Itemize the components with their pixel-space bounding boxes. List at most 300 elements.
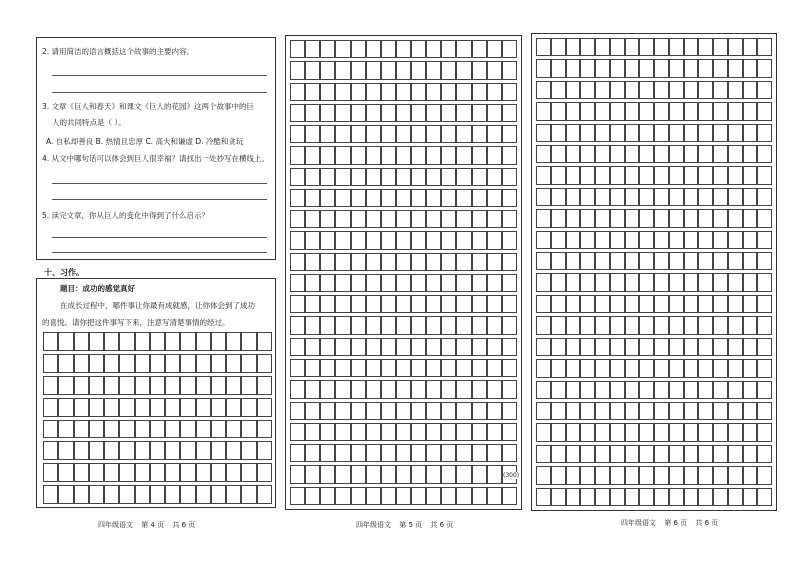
grid-cell[interactable] [441, 423, 456, 441]
grid-cell[interactable] [335, 210, 350, 228]
grid-cell[interactable] [396, 402, 411, 420]
grid-cell[interactable] [411, 253, 426, 271]
grid-cell[interactable] [456, 295, 471, 313]
grid-cell[interactable] [669, 124, 684, 142]
grid-cell[interactable] [536, 145, 551, 163]
grid-cell[interactable] [595, 166, 610, 184]
grid-cell[interactable] [241, 398, 256, 417]
grid-cell[interactable] [396, 104, 411, 122]
grid-cell[interactable] [441, 231, 456, 249]
grid-cell[interactable] [639, 466, 654, 484]
grid-cell[interactable] [595, 81, 610, 99]
grid-cell[interactable] [698, 188, 713, 206]
grid-cell[interactable] [625, 209, 640, 227]
grid-cell[interactable] [89, 376, 104, 395]
grid-cell[interactable] [426, 338, 441, 356]
grid-cell[interactable] [757, 188, 772, 206]
grid-cell[interactable] [411, 231, 426, 249]
grid-cell[interactable] [743, 188, 758, 206]
grid-cell[interactable] [456, 61, 471, 79]
grid-cell[interactable] [595, 381, 610, 399]
grid-cell[interactable] [713, 59, 728, 77]
grid-cell[interactable] [536, 423, 551, 441]
grid-cell[interactable] [351, 189, 366, 207]
grid-cell[interactable] [566, 59, 581, 77]
grid-cell[interactable] [335, 487, 350, 505]
grid-cell[interactable] [472, 423, 487, 441]
grid-cell[interactable] [757, 124, 772, 142]
grid-cell[interactable] [595, 295, 610, 313]
grid-cell[interactable] [757, 359, 772, 377]
grid-cell[interactable] [743, 124, 758, 142]
grid-cell[interactable] [335, 402, 350, 420]
grid-cell[interactable] [335, 465, 350, 483]
grid-cell[interactable] [698, 423, 713, 441]
grid-cell[interactable] [728, 166, 743, 184]
grid-cell[interactable] [684, 338, 699, 356]
grid-cell[interactable] [104, 354, 119, 373]
grid-cell[interactable] [257, 332, 272, 351]
grid-cell[interactable] [684, 59, 699, 77]
grid-cell[interactable] [610, 188, 625, 206]
grid-cell[interactable] [610, 252, 625, 270]
grid-cell[interactable] [104, 463, 119, 482]
grid-cell[interactable] [58, 420, 73, 439]
grid-cell[interactable] [241, 354, 256, 373]
grid-cell[interactable] [351, 295, 366, 313]
grid-cell[interactable] [684, 423, 699, 441]
grid-cell[interactable] [536, 402, 551, 420]
grid-cell[interactable] [654, 445, 669, 463]
grid-cell[interactable] [396, 61, 411, 79]
grid-cell[interactable] [456, 40, 471, 58]
grid-cell[interactable] [669, 423, 684, 441]
grid-cell[interactable] [472, 274, 487, 292]
grid-cell[interactable] [551, 188, 566, 206]
grid-cell[interactable] [610, 231, 625, 249]
grid-cell[interactable] [135, 485, 150, 504]
grid-cell[interactable] [743, 295, 758, 313]
grid-cell[interactable] [595, 445, 610, 463]
grid-cell[interactable] [381, 359, 396, 377]
grid-cell[interactable] [320, 104, 335, 122]
grid-cell[interactable] [396, 168, 411, 186]
grid-cell[interactable] [487, 423, 502, 441]
grid-cell[interactable] [639, 124, 654, 142]
grid-cell[interactable] [335, 444, 350, 462]
grid-cell[interactable] [320, 146, 335, 164]
grid-cell[interactable] [180, 485, 195, 504]
grid-cell[interactable] [580, 273, 595, 291]
grid-cell[interactable] [536, 295, 551, 313]
grid-cell[interactable] [241, 441, 256, 460]
grid-cell[interactable] [566, 488, 581, 506]
grid-cell[interactable] [595, 423, 610, 441]
grid-cell[interactable] [196, 485, 211, 504]
grid-cell[interactable] [241, 376, 256, 395]
grid-cell[interactable] [257, 420, 272, 439]
grid-cell[interactable] [713, 273, 728, 291]
grid-cell[interactable] [487, 295, 502, 313]
grid-cell[interactable] [698, 273, 713, 291]
grid-cell[interactable] [165, 420, 180, 439]
grid-cell[interactable] [502, 338, 517, 356]
grid-cell[interactable] [580, 81, 595, 99]
grid-cell[interactable] [610, 316, 625, 334]
grid-cell[interactable] [728, 252, 743, 270]
grid-cell[interactable] [135, 420, 150, 439]
grid-cell[interactable] [472, 253, 487, 271]
grid-cell[interactable] [426, 168, 441, 186]
grid-cell[interactable] [456, 189, 471, 207]
grid-cell[interactable] [625, 273, 640, 291]
grid-cell[interactable] [625, 466, 640, 484]
grid-cell[interactable] [290, 359, 305, 377]
grid-cell[interactable] [381, 104, 396, 122]
grid-cell[interactable] [335, 189, 350, 207]
grid-cell[interactable] [366, 168, 381, 186]
grid-cell[interactable] [566, 188, 581, 206]
grid-cell[interactable] [104, 485, 119, 504]
grid-cell[interactable] [335, 274, 350, 292]
grid-cell[interactable] [150, 354, 165, 373]
grid-cell[interactable] [74, 354, 89, 373]
grid-cell[interactable] [566, 145, 581, 163]
grid-cell[interactable] [196, 398, 211, 417]
grid-cell[interactable] [396, 40, 411, 58]
grid-cell[interactable] [472, 83, 487, 101]
grid-cell[interactable] [426, 125, 441, 143]
grid-cell[interactable] [502, 61, 517, 79]
grid-cell[interactable] [684, 38, 699, 56]
grid-cell[interactable] [320, 168, 335, 186]
grid-cell[interactable] [639, 359, 654, 377]
grid-cell[interactable] [150, 420, 165, 439]
grid-cell[interactable] [135, 376, 150, 395]
grid-cell[interactable] [684, 381, 699, 399]
grid-cell[interactable] [487, 316, 502, 334]
grid-cell[interactable] [595, 124, 610, 142]
grid-cell[interactable] [456, 465, 471, 483]
grid-cell[interactable] [366, 316, 381, 334]
grid-cell[interactable] [366, 210, 381, 228]
grid-cell[interactable] [211, 332, 226, 351]
grid-cell[interactable] [610, 488, 625, 506]
grid-cell[interactable] [305, 465, 320, 483]
grid-cell[interactable] [411, 423, 426, 441]
grid-cell[interactable] [241, 332, 256, 351]
grid-cell[interactable] [669, 316, 684, 334]
grid-cell[interactable] [728, 423, 743, 441]
grid-cell[interactable] [305, 487, 320, 505]
grid-cell[interactable] [625, 488, 640, 506]
grid-cell[interactable] [472, 168, 487, 186]
grid-cell[interactable] [196, 420, 211, 439]
grid-cell[interactable] [119, 441, 134, 460]
grid-cell[interactable] [551, 316, 566, 334]
grid-cell[interactable] [610, 466, 625, 484]
grid-cell[interactable] [472, 380, 487, 398]
grid-cell[interactable] [290, 380, 305, 398]
grid-cell[interactable] [580, 338, 595, 356]
grid-cell[interactable] [551, 273, 566, 291]
grid-cell[interactable] [320, 274, 335, 292]
grid-cell[interactable] [669, 359, 684, 377]
grid-cell[interactable] [165, 485, 180, 504]
grid-cell[interactable] [456, 444, 471, 462]
grid-cell[interactable] [226, 376, 241, 395]
grid-cell[interactable] [320, 402, 335, 420]
grid-cell[interactable] [366, 40, 381, 58]
grid-cell[interactable] [713, 124, 728, 142]
grid-cell[interactable] [58, 485, 73, 504]
grid-cell[interactable] [320, 61, 335, 79]
grid-cell[interactable] [684, 81, 699, 99]
grid-cell[interactable] [43, 398, 58, 417]
grid-cell[interactable] [625, 423, 640, 441]
grid-cell[interactable] [381, 295, 396, 313]
grid-cell[interactable] [335, 359, 350, 377]
grid-cell[interactable] [595, 466, 610, 484]
grid-cell[interactable] [625, 81, 640, 99]
grid-cell[interactable] [241, 463, 256, 482]
grid-cell[interactable] [502, 146, 517, 164]
grid-cell[interactable] [625, 38, 640, 56]
grid-cell[interactable] [211, 441, 226, 460]
grid-cell[interactable] [580, 359, 595, 377]
answer-line[interactable] [52, 75, 267, 76]
grid-cell[interactable] [654, 59, 669, 77]
grid-cell[interactable] [713, 209, 728, 227]
grid-cell[interactable] [610, 273, 625, 291]
grid-cell[interactable] [58, 398, 73, 417]
grid-cell[interactable] [472, 40, 487, 58]
grid-cell[interactable] [654, 402, 669, 420]
grid-cell[interactable] [196, 354, 211, 373]
grid-cell[interactable] [351, 168, 366, 186]
grid-cell[interactable] [566, 231, 581, 249]
grid-cell[interactable] [566, 359, 581, 377]
grid-cell[interactable] [74, 463, 89, 482]
grid-cell[interactable] [456, 402, 471, 420]
grid-cell[interactable] [610, 209, 625, 227]
grid-cell[interactable] [426, 465, 441, 483]
grid-cell[interactable] [595, 145, 610, 163]
grid-cell[interactable] [441, 295, 456, 313]
grid-cell[interactable] [595, 188, 610, 206]
grid-cell[interactable] [472, 338, 487, 356]
grid-cell[interactable] [487, 359, 502, 377]
grid-cell[interactable] [335, 146, 350, 164]
grid-cell[interactable] [684, 188, 699, 206]
grid-cell[interactable] [654, 166, 669, 184]
grid-cell[interactable] [487, 444, 502, 462]
grid-cell[interactable] [669, 209, 684, 227]
grid-cell[interactable] [351, 338, 366, 356]
grid-cell[interactable] [58, 376, 73, 395]
grid-cell[interactable] [320, 316, 335, 334]
grid-cell[interactable] [743, 466, 758, 484]
grid-cell[interactable] [441, 402, 456, 420]
grid-cell[interactable] [610, 359, 625, 377]
grid-cell[interactable] [580, 488, 595, 506]
grid-cell[interactable] [728, 316, 743, 334]
grid-cell[interactable] [411, 104, 426, 122]
grid-cell[interactable] [381, 338, 396, 356]
grid-cell[interactable] [381, 189, 396, 207]
grid-cell[interactable] [165, 398, 180, 417]
grid-cell[interactable] [536, 252, 551, 270]
grid-cell[interactable] [381, 146, 396, 164]
grid-cell[interactable] [595, 488, 610, 506]
grid-cell[interactable] [566, 273, 581, 291]
grid-cell[interactable] [669, 273, 684, 291]
grid-cell[interactable] [335, 125, 350, 143]
grid-cell[interactable] [551, 145, 566, 163]
grid-cell[interactable] [654, 124, 669, 142]
grid-cell[interactable] [536, 166, 551, 184]
grid-cell[interactable] [728, 188, 743, 206]
grid-cell[interactable] [487, 253, 502, 271]
grid-cell[interactable] [411, 295, 426, 313]
grid-cell[interactable] [669, 231, 684, 249]
grid-cell[interactable] [669, 188, 684, 206]
grid-cell[interactable] [426, 146, 441, 164]
grid-cell[interactable] [639, 338, 654, 356]
grid-cell[interactable] [684, 466, 699, 484]
grid-cell[interactable] [226, 398, 241, 417]
grid-cell[interactable] [698, 38, 713, 56]
grid-cell[interactable] [135, 398, 150, 417]
grid-cell[interactable] [728, 81, 743, 99]
grid-cell[interactable] [757, 145, 772, 163]
grid-cell[interactable] [684, 252, 699, 270]
grid-cell[interactable] [426, 316, 441, 334]
grid-cell[interactable] [366, 295, 381, 313]
grid-cell[interactable] [654, 423, 669, 441]
grid-cell[interactable] [698, 381, 713, 399]
grid-cell[interactable] [320, 359, 335, 377]
grid-cell[interactable] [211, 485, 226, 504]
grid-cell[interactable] [610, 38, 625, 56]
grid-cell[interactable] [290, 423, 305, 441]
grid-cell[interactable] [441, 444, 456, 462]
grid-cell[interactable] [728, 145, 743, 163]
grid-cell[interactable] [654, 316, 669, 334]
grid-cell[interactable] [502, 231, 517, 249]
grid-cell[interactable] [305, 295, 320, 313]
grid-cell[interactable] [426, 40, 441, 58]
grid-cell[interactable] [713, 145, 728, 163]
grid-cell[interactable] [713, 423, 728, 441]
grid-cell[interactable] [487, 231, 502, 249]
grid-cell[interactable] [472, 104, 487, 122]
grid-cell[interactable] [441, 168, 456, 186]
grid-cell[interactable] [366, 338, 381, 356]
grid-cell[interactable] [150, 332, 165, 351]
grid-cell[interactable] [396, 380, 411, 398]
grid-cell[interactable] [551, 402, 566, 420]
grid-cell[interactable] [625, 252, 640, 270]
grid-cell[interactable] [396, 359, 411, 377]
grid-cell[interactable] [456, 231, 471, 249]
grid-cell[interactable] [150, 463, 165, 482]
grid-cell[interactable] [441, 83, 456, 101]
grid-cell[interactable] [456, 338, 471, 356]
grid-cell[interactable] [472, 125, 487, 143]
grid-cell[interactable] [551, 252, 566, 270]
grid-cell[interactable] [305, 402, 320, 420]
grid-cell[interactable] [698, 295, 713, 313]
grid-cell[interactable] [610, 423, 625, 441]
grid-cell[interactable] [290, 253, 305, 271]
grid-cell[interactable] [426, 380, 441, 398]
grid-cell[interactable] [411, 146, 426, 164]
grid-cell[interactable] [639, 402, 654, 420]
grid-cell[interactable] [426, 402, 441, 420]
grid-cell[interactable] [566, 166, 581, 184]
grid-cell[interactable] [165, 332, 180, 351]
grid-cell[interactable] [441, 380, 456, 398]
grid-cell[interactable] [698, 488, 713, 506]
grid-cell[interactable] [456, 168, 471, 186]
grid-cell[interactable] [639, 38, 654, 56]
grid-cell[interactable] [456, 125, 471, 143]
grid-cell[interactable] [351, 423, 366, 441]
grid-cell[interactable] [639, 231, 654, 249]
grid-cell[interactable] [472, 61, 487, 79]
grid-cell[interactable] [472, 487, 487, 505]
grid-cell[interactable] [411, 61, 426, 79]
grid-cell[interactable] [566, 402, 581, 420]
grid-cell[interactable] [196, 463, 211, 482]
grid-cell[interactable] [335, 423, 350, 441]
grid-cell[interactable] [351, 274, 366, 292]
grid-cell[interactable] [89, 463, 104, 482]
grid-cell[interactable] [320, 338, 335, 356]
grid-cell[interactable] [119, 332, 134, 351]
grid-cell[interactable] [743, 102, 758, 120]
grid-cell[interactable] [639, 252, 654, 270]
grid-cell[interactable] [728, 488, 743, 506]
grid-cell[interactable] [536, 488, 551, 506]
grid-cell[interactable] [472, 444, 487, 462]
grid-cell[interactable] [411, 189, 426, 207]
grid-cell[interactable] [472, 231, 487, 249]
grid-cell[interactable] [211, 398, 226, 417]
grid-cell[interactable] [320, 125, 335, 143]
grid-cell[interactable] [241, 485, 256, 504]
grid-cell[interactable] [411, 359, 426, 377]
grid-cell[interactable] [43, 376, 58, 395]
grid-cell[interactable] [257, 376, 272, 395]
grid-cell[interactable] [351, 487, 366, 505]
answer-line[interactable] [52, 199, 267, 200]
grid-cell[interactable] [135, 354, 150, 373]
grid-cell[interactable] [566, 38, 581, 56]
grid-cell[interactable] [669, 81, 684, 99]
grid-cell[interactable] [119, 376, 134, 395]
grid-cell[interactable] [335, 168, 350, 186]
grid-cell[interactable] [456, 83, 471, 101]
grid-cell[interactable] [411, 444, 426, 462]
grid-cell[interactable] [290, 168, 305, 186]
grid-cell[interactable] [580, 381, 595, 399]
grid-cell[interactable] [595, 59, 610, 77]
grid-cell[interactable] [743, 338, 758, 356]
grid-cell[interactable] [728, 295, 743, 313]
grid-cell[interactable] [150, 398, 165, 417]
